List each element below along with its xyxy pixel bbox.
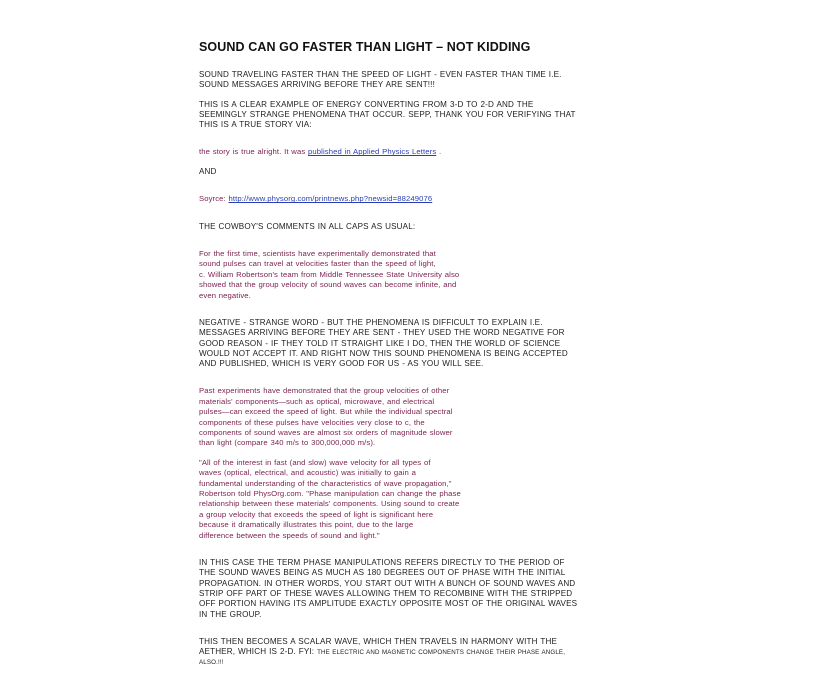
negative-line: WOULD NOT ACCEPT IT. AND RIGHT NOW THIS SOUND PHENOMENA IS BEING ACCEPTED [199,348,568,358]
scalar-line [199,647,629,658]
verify-prefix: the story is true alright. It was [199,147,309,157]
scalar-line: THIS THEN BECOMES A SCALAR WAVE, WHICH THEN TRAVELS IN HARMONY WITH THE [199,636,557,646]
quote1-line: even negative. [199,290,251,300]
phase-line: IN THE GROUP. [199,609,262,619]
source-url-link[interactable]: http://www.physorg.com/printnews.php?newsid=88249076 [228,194,433,204]
quote2-paragraph [199,386,629,448]
scalar-paragraph [199,637,629,669]
quote3-line: Robertson told PhysOrg.com. "Phase manipulation can change the phase [199,489,461,499]
document-body [199,40,629,678]
negative-paragraph [199,318,629,369]
quote2-line: components of sound waves are almost six orders of magnitude slower [199,428,453,438]
cowboy-heading: THE COWBOY'S COMMENTS IN ALL CAPS AS USUAL: [199,221,416,231]
verify-paragraph [199,147,629,157]
energy-line: SEEMINGLY STRANGE PHENOMENA THAT OCCUR. SEPP, THANK YOU FOR VERIFYING THAT [199,109,576,119]
quote1-line: sound pulses can travel at velocities faster than the speed of light, [199,259,436,269]
negative-line: AND PUBLISHED, WHICH IS VERY GOOD FOR US - AS YOU WILL SEE. [199,359,484,369]
document-title: SOUND CAN GO FASTER THAN LIGHT – NOT KIDDING [199,40,531,54]
quote2-line: than light (compare 340 m/s to 300,000,000 m/s). [199,438,376,448]
intro-paragraph [199,70,629,91]
quote1-line: c. William Robertson's team from Middle Tennessee State University also [199,269,460,279]
phase-line: OFF PORTION HAVING ITS AMPLITUDE EXACTLY OPPOSITE MOST OF THE ORIGINAL WAVES [199,599,578,609]
phase-line: PROPAGATION. IN OTHER WORDS, YOU START OUT WITH A BUNCH OF SOUND WAVES AND [199,578,576,588]
quote3-line: because it dramatically illustrates this point, due to the large [199,520,414,530]
quote1-paragraph [199,249,629,301]
source-label: Soyrce: [199,194,229,204]
phase-line: IN THIS CASE THE TERM PHASE MANIPULATIONS REFERS DIRECTLY TO THE PERIOD OF [199,558,565,568]
intro-line: SOUND MESSAGES ARRIVING BEFORE THEY ARE SENT!!! [199,80,435,90]
negative-line: MESSAGES ARRIVING BEFORE THEY ARE SENT - THEY USED THE WORD NEGATIVE FOR [199,328,565,338]
quote3-line: waves (optical, electrical, and acoustic) was initially to gain a [199,468,416,478]
scalar-line-small: THE ELECTRIC AND MAGNETIC COMPONENTS CHANGE THEIR PHASE ANGLE, [317,649,566,657]
quote2-line: pulses—can exceed the speed of light. But while the individual spectral [199,407,453,417]
quote2-line: materials' components—such as optical, microwave, and electrical [199,396,435,406]
phase-paragraph [199,558,629,620]
phase-line: STRIP OFF PART OF THESE WAVES ALLOWING THEM TO RECOMBINE WITH THE STRIPPED [199,588,573,598]
quote3-line: "All of the interest in fast (and slow) wave velocity for all types of [199,457,431,467]
energy-line: THIS IS A TRUE STORY VIA: [199,120,312,130]
quote2-line: components of these pulses have velocities very close to c, the [199,417,425,427]
quote1-line: showed that the group velocity of sound waves can become infinite, and [199,280,457,290]
quote3-line: difference between the speeds of sound and light." [199,530,380,540]
intro-line: SOUND TRAVELING FASTER THAN THE SPEED OF LIGHT - EVEN FASTER THAN TIME I.E. [199,70,562,79]
source-paragraph [199,194,629,204]
energy-paragraph [199,100,629,131]
scalar-line-main: AETHER, WHICH IS 2-D. FYI: [199,647,318,657]
scalar-line-small: ALSO.!!! [199,659,224,667]
negative-line: GOOD REASON - IF THEY TOLD IT STRAIGHT LIKE I DO, THEN THE WORLD OF SCIENCE [199,338,561,348]
publication-link[interactable]: published in Applied Physics Letters [308,147,437,157]
quote3-line: relationship between these materials' components. Using sound to create [199,499,460,509]
negative-line: NEGATIVE - STRANGE WORD - BUT THE PHENOMENA IS DIFFICULT TO EXPLAIN I.E. [199,317,543,327]
quote1-line: For the first time, scientists have experimentally demonstrated that [199,248,436,258]
quote3-line: a group velocity that exceeds the speed of light is significant here [199,509,434,519]
phase-line: THE SOUND WAVES BEING AS MUCH AS 180 DEGREES OUT OF PHASE WITH THE INITIAL [199,568,566,578]
verify-suffix: . [436,147,442,157]
and-text: AND [199,166,217,176]
quote3-paragraph [199,458,629,541]
energy-line: THIS IS A CLEAR EXAMPLE OF ENERGY CONVERTING FROM 3-D TO 2-D AND THE [199,99,534,109]
quote2-line: Past experiments have demonstrated that the group velocities of other [199,386,450,396]
quote3-line: fundamental understanding of the characteristics of wave propagation," [199,478,452,488]
